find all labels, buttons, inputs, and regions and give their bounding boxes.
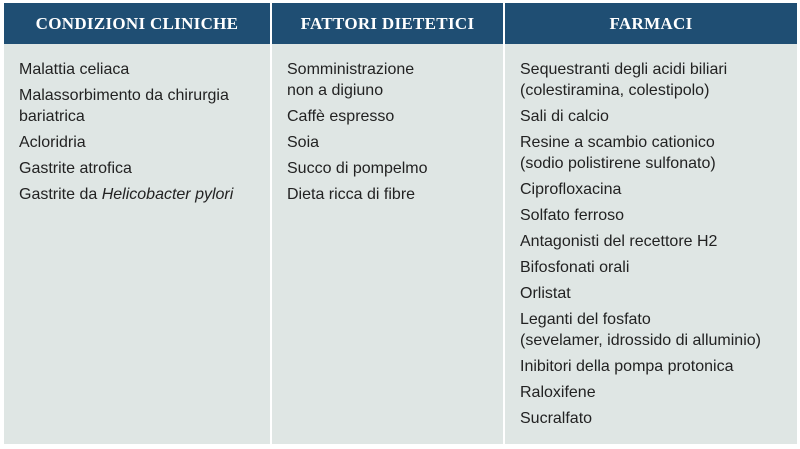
header-dietary-factors: FATTORI DIETETICI (270, 3, 503, 44)
list-item: Ciprofloxacina (520, 181, 622, 198)
list-item (520, 309, 797, 351)
list-item: Bifosfonati orali (520, 259, 630, 276)
list-item-species-name: Helicobacter pylori (101, 186, 234, 203)
list-item: Caffè espresso (287, 108, 395, 125)
list-item-line: Malassorbimento da chirurgia (19, 87, 229, 104)
list-item: Antagonisti del recettore H2 (520, 233, 718, 250)
header-clinical-conditions: CONDIZIONI CLINICHE (4, 3, 270, 44)
list-item (287, 59, 503, 101)
list-item: Inibitori della pompa protonica (520, 358, 734, 375)
list-item: Acloridria (19, 134, 86, 151)
list-item: Soia (287, 134, 320, 151)
list-item (520, 59, 797, 101)
list-item: Orlistat (520, 285, 571, 302)
list-item-line: Sequestranti degli acidi biliari (520, 61, 728, 78)
list-item-line: (sevelamer, idrossido di alluminio) (520, 332, 761, 349)
list-item-line: bariatrica (19, 108, 85, 125)
list-item (520, 132, 797, 174)
list-item (19, 184, 270, 205)
list-item-line: (sodio polistirene sulfonato) (520, 155, 716, 172)
list-item: Raloxifene (520, 384, 596, 401)
list-item: Sali di calcio (520, 108, 609, 125)
list-item: Solfato ferroso (520, 207, 625, 224)
list-item: Gastrite atrofica (19, 160, 132, 177)
list-item: Dieta ricca di fibre (287, 186, 416, 203)
list-item (19, 85, 270, 127)
dietary-factors-column (270, 44, 503, 444)
list-item: Sucralfato (520, 410, 593, 427)
header-drugs: FARMACI (503, 3, 797, 44)
list-item-line: Somministrazione (287, 61, 415, 78)
list-item-line: Resine a scambio cationico (520, 134, 715, 151)
absorption-factors-table (4, 3, 797, 444)
list-item-line: Leganti del fosfato (520, 311, 651, 328)
list-item-line: (colestiramina, colestipolo) (520, 82, 710, 99)
list-item-line: non a digiuno (287, 82, 384, 99)
list-item-text: Gastrite da (19, 186, 102, 203)
list-item: Succo di pompelmo (287, 160, 428, 177)
drugs-column (503, 44, 797, 444)
clinical-conditions-column (4, 44, 270, 444)
list-item: Malattia celiaca (19, 61, 130, 78)
